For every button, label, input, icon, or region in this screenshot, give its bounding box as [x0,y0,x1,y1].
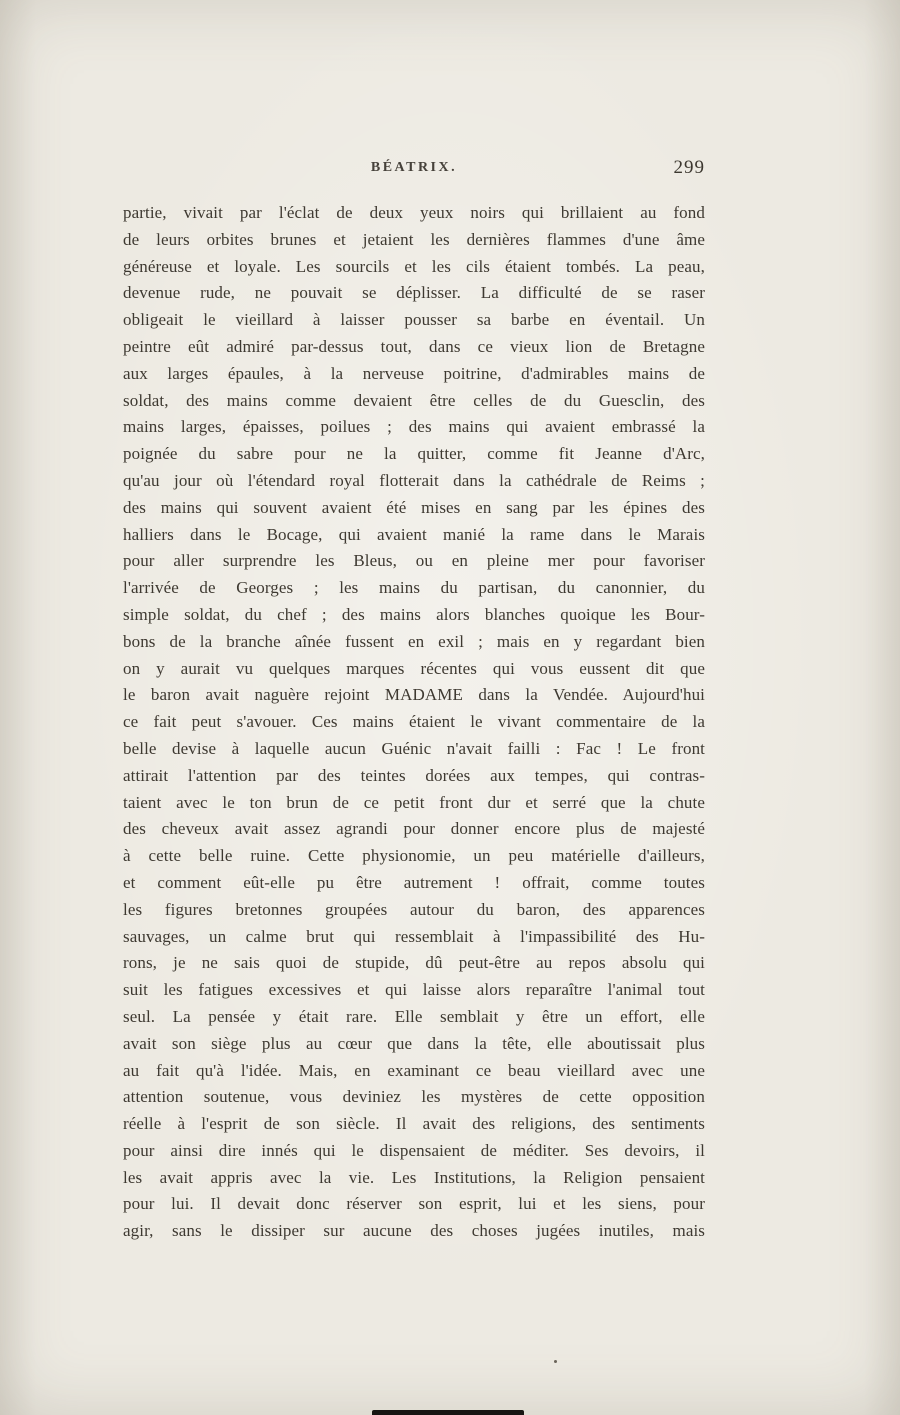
text-line: à cette belle ruine. Cette physionomie, un peu matérielle d'ailleurs, [123,846,705,866]
text-line: peintre eût admiré par-dessus tout, dans ce vieux lion de Bretagne [123,336,705,356]
page-number: 299 [673,157,705,178]
text-line: seul. La pensée y était rare. Elle semblait y être un effort, elle [123,1006,705,1026]
text-line: au fait qu'à l'idée. Mais, en examinant ce beau vieillard avec une [123,1060,705,1080]
text-line: les figures bretonnes groupées autour du baron, des apparences [123,899,705,919]
running-title: BÉATRIX. [370,160,458,175]
text-line: des mains qui souvent avaient été mises en sang par les épines des [123,497,705,517]
text-line: pour aller surprendre les Bleus, ou en pleine mer pour favoriser [123,551,705,571]
text-column [123,157,705,1245]
text-line: belle devise à laquelle aucun Guénic n'avait failli : Fac ! Le front [123,738,705,758]
text-line: ce fait peut s'avouer. Ces mains étaient le vivant commentaire de la [123,712,705,732]
text-line: qu'au jour où l'étendard royal flotterait dans la cathédrale de Reims ; [123,470,705,490]
text-line: bons de la branche aînée fussent en exil ; mais en y regardant bien [123,631,705,651]
text-line: rons, je ne sais quoi de stupide, dû peut-être au repos absolu qui [123,953,705,973]
text-line: sauvages, un calme brut qui ressemblait à l'impassibilité des Hu- [123,926,705,946]
text-line: mains larges, épaisses, poilues ; des mains qui avaient embrassé la [123,417,705,437]
text-line: pour lui. Il devait donc réserver son esprit, lui et les siens, pour [123,1194,705,1214]
text-line: attention soutenue, vous deviniez les mystères de cette opposition [123,1087,705,1107]
text-line: partie, vivait par l'éclat de deux yeux noirs qui brillaient au fond [123,203,705,222]
text-line: suit les fatigues excessives et qui laisse alors reparaître l'animal tout [123,980,705,1000]
text-line: attirait l'attention par des teintes dorées aux tempes, qui contras- [123,765,705,785]
text-line: soldat, des mains comme devaient être celles de du Guesclin, des [123,390,705,410]
text-line: le baron avait naguère rejoint MADAME dans la Vendée. Aujourd'hui [123,685,705,705]
text-line: généreuse et loyale. Les sourcils et les cils étaient tombés. La peau, [123,256,705,276]
text-line: agir, sans le dissiper sur aucune des choses jugées inutiles, mais [123,1221,705,1241]
text-line: réelle à l'esprit de son siècle. Il avait des religions, des sentiments [123,1114,705,1134]
text-line: devenue rude, ne pouvait se déplisser. La difficulté de se raser [123,283,705,303]
text-line: pour ainsi dire innés qui le dispensaient de méditer. Ses devoirs, il [123,1140,705,1160]
text-block [123,200,705,1245]
text-line: avait son siège plus au cœur que dans la tête, elle aboutissait plus [123,1033,705,1053]
text-line: simple soldat, du chef ; des mains alors blanches quoique les Bour- [123,604,705,624]
text-line: obligeait le vieillard à laisser pousser sa barbe en éventail. Un [123,310,705,330]
text-line: taient avec le ton brun de ce petit front dur et serré que la chute [123,792,705,812]
text-line: et comment eût-elle pu être autrement ! offrait, comme toutes [123,872,705,892]
scan-artifact-bottom-edge [372,1410,524,1415]
text-line: l'arrivée de Georges ; les mains du partisan, du canonnier, du [123,578,705,598]
text-line: les avait appris avec la vie. Les Institutions, la Religion pensaient [123,1167,705,1187]
text-line: halliers dans le Bocage, qui avaient manié la rame dans le Marais [123,524,705,544]
text-line: poignée du sabre pour ne la quitter, comme fit Jeanne d'Arc, [123,444,705,464]
text-line: de leurs orbites brunes et jetaient les dernières flammes d'une âme [123,229,705,249]
running-head [123,157,705,186]
scan-artifact-speck [554,1360,557,1363]
text-line: des cheveux avait assez agrandi pour donner encore plus de majesté [123,819,705,839]
text-line: on y aurait vu quelques marques récentes qui vous eussent dit que [123,658,705,678]
text-line: aux larges épaules, à la nerveuse poitrine, d'admirables mains de [123,363,705,383]
